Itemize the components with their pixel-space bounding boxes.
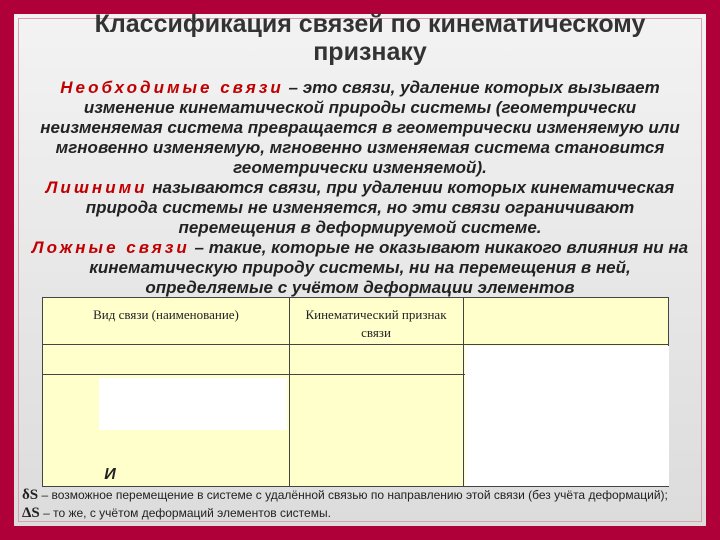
classification-table xyxy=(42,297,669,487)
definitions-text xyxy=(28,78,692,298)
table-header-kinematic-feature: Кинематический признак связи xyxy=(305,307,447,340)
table-cell-fill xyxy=(99,378,287,430)
footer-line-1 xyxy=(22,486,702,504)
redundant-links-definition: называются связи, при удалении которых кинематическая природа системы не изменяется, но эти связи ограничивают перемещения в деформируемой системе. xyxy=(85,178,675,237)
table-column-divider xyxy=(463,298,464,486)
table-cell-fill xyxy=(465,346,669,486)
footer-notes xyxy=(22,486,702,522)
delta-s-symbol: δS xyxy=(22,487,39,503)
footer-line-2 xyxy=(22,504,702,522)
false-links-definition: – такие, которые не оказывают никакого влияния ни на кинематическую природу системы, ни на перемещения в ней, определяемые с учётом деформации элементов xyxy=(89,238,689,297)
table-row-divider xyxy=(43,344,669,345)
footer-line-2-text: – то же, с учётом деформаций элементов системы. xyxy=(39,506,331,520)
necessary-links-definition: – это связи, удаление которых вызывает изменение кинематической природы системы (геометрически неизменяемая система превращается в геометрически изменяемую или мгновенно изменяемую, мгновенно изменяемая система становится геометрически изменяемой). xyxy=(40,78,680,177)
necessary-links-term: Необходимые связи xyxy=(60,78,284,97)
redundant-links-term: Лишними xyxy=(45,178,148,197)
table-stray-letter: И xyxy=(104,466,116,483)
table-header-link-type: Вид связи (наименование) xyxy=(93,307,239,322)
slide-title: Классификация связей по кинематическому признаку xyxy=(94,10,646,66)
footer-line-1-text: – возможное перемещение в системе с удалённой связью по направлению этой связи (без учёта деформаций); xyxy=(38,488,668,502)
false-links-term: Ложные связи xyxy=(31,238,190,257)
capital-delta-s-symbol: ΔS xyxy=(22,505,40,521)
